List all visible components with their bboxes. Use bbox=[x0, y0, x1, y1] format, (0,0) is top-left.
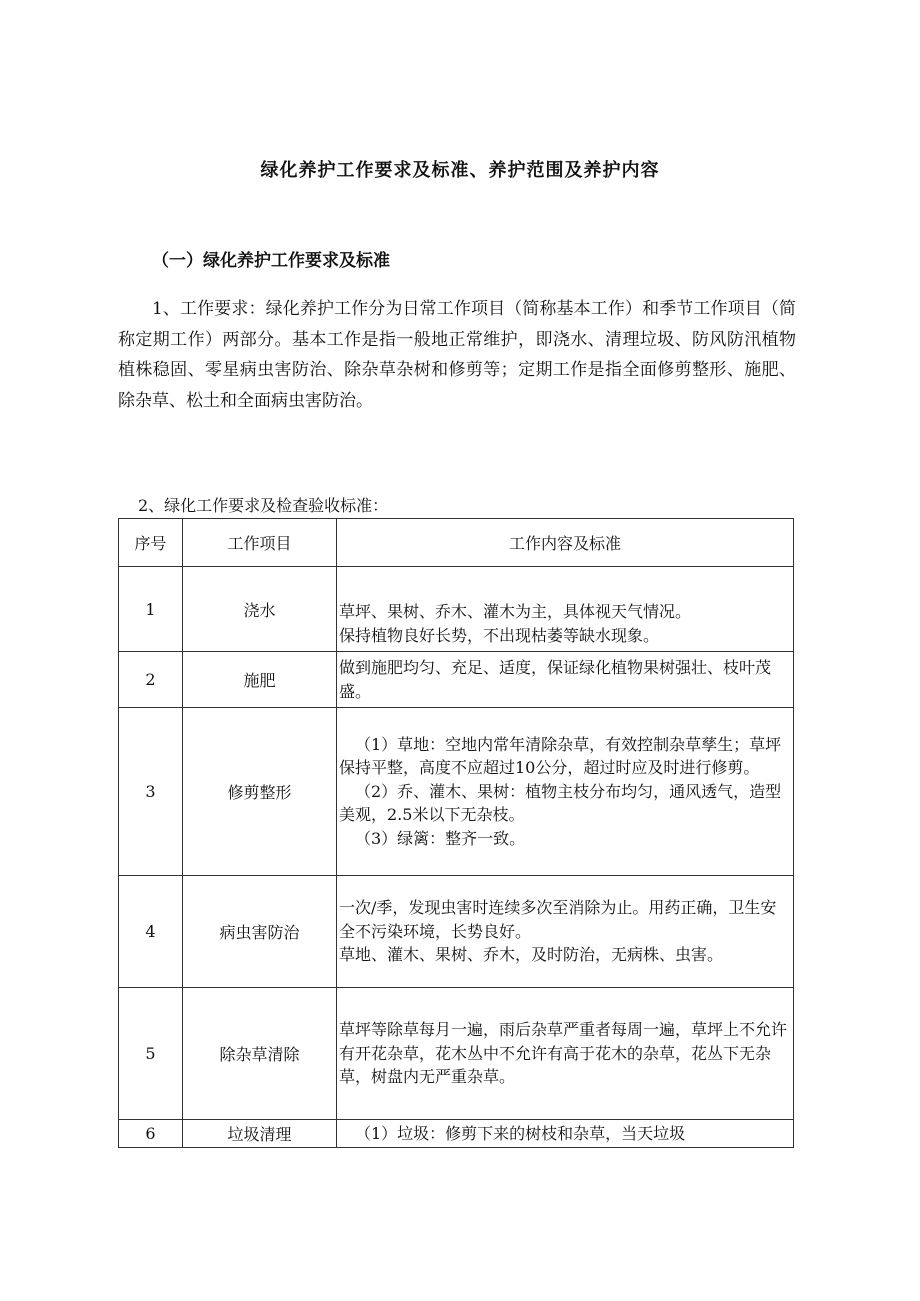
row-no: 5 bbox=[119, 988, 183, 1120]
header-content: 工作内容及标准 bbox=[337, 519, 794, 567]
table-row bbox=[119, 988, 794, 1120]
content-line: （3）绿篱：整齐一致。 bbox=[355, 828, 526, 848]
header-no: 序号 bbox=[119, 519, 183, 567]
row-no: 2 bbox=[119, 652, 183, 708]
row-item: 垃圾清理 bbox=[183, 1120, 337, 1148]
work-requirements-paragraph: 1、工作要求：绿化养护工作分为日常工作项目（简称基本工作）和季节工作项目（简称定期工作）两部分。基本工作是指一般地正常维护，即浇水、清理垃圾、防风防汛植物植株稳固、零星病虫害防治、除杂草杂树和修剪等；定期工作是指全面修剪整形、施肥、除杂草、松土和全面病虫害防治。 bbox=[118, 299, 796, 411]
content-line: 做到施肥均匀、充足、适度，保证绿化植物果树强壮、枝叶茂盛。 bbox=[339, 658, 772, 701]
table-row bbox=[119, 1120, 794, 1148]
table-caption: 2、绿化工作要求及检查验收标准： bbox=[138, 496, 389, 515]
row-content bbox=[337, 988, 794, 1120]
content-line: 保持植物良好长势，不出现枯萎等缺水现象。 bbox=[339, 625, 660, 645]
row-content bbox=[337, 567, 794, 652]
row-no: 1 bbox=[119, 567, 183, 652]
row-item: 施肥 bbox=[183, 652, 337, 708]
content-line: （2）乔、灌木、果树：植物主枝分布均匀，通风透气，造型美观，2.5米以下无杂枝。 bbox=[339, 781, 782, 825]
row-no: 6 bbox=[119, 1120, 183, 1148]
row-content bbox=[337, 1120, 794, 1148]
content-line: 草坪等除草每月一遍，雨后杂草严重者每周一遍，草坪上不允许有开花杂草，花木丛中不允许有高于花木的杂草，花丛下无杂草，树盘内无严重杂草。 bbox=[339, 1020, 788, 1087]
table-row bbox=[119, 652, 794, 708]
document-title: 绿化养护工作要求及标准、养护范围及养护内容 bbox=[260, 160, 660, 181]
table-row bbox=[119, 876, 794, 988]
table-row bbox=[119, 567, 794, 652]
row-item: 浇水 bbox=[183, 567, 337, 652]
row-item: 修剪整形 bbox=[183, 708, 337, 876]
content-line: 草地、灌木、果树、乔木，及时防治，无病株、虫害。 bbox=[339, 945, 724, 965]
table-header-row bbox=[119, 519, 794, 567]
header-item: 工作项目 bbox=[183, 519, 337, 567]
row-content bbox=[337, 652, 794, 708]
content-line: （1）垃圾：修剪下来的树枝和杂草，当天垃圾 bbox=[355, 1123, 686, 1143]
row-no: 4 bbox=[119, 876, 183, 988]
standards-table bbox=[118, 518, 794, 1148]
row-no: 3 bbox=[119, 708, 183, 876]
section-heading: （一）绿化养护工作要求及标准 bbox=[152, 251, 390, 271]
content-line: 一次/季，发现虫害时连续多次至消除为止。用药正确，卫生安全不污染环境，长势良好。 bbox=[339, 898, 777, 941]
row-content bbox=[337, 708, 794, 876]
row-item: 病虫害防治 bbox=[183, 876, 337, 988]
row-item: 除杂草清除 bbox=[183, 988, 337, 1120]
content-line: 草坪、果树、乔木、灌木为主，具体视天气情况。 bbox=[339, 602, 692, 621]
row-content bbox=[337, 876, 794, 988]
table-row bbox=[119, 708, 794, 876]
content-line: （1）草地：空地内常年清除杂草，有效控制杂草孳生；草坪保持平整，高度不应超过10公分，超过时应及时进行修剪。 bbox=[339, 734, 782, 778]
